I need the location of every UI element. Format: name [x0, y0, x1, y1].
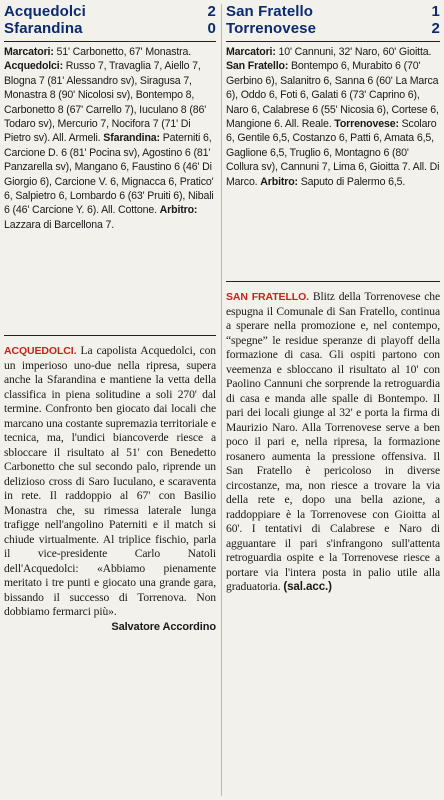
left-away-row — [4, 20, 216, 37]
right-arbitro: Saputo di Palermo 6,5. — [300, 175, 406, 188]
left-marcatori-label: Marcatori: — [4, 46, 54, 58]
right-team2: Scolaro 6, Gentile 6,5, Costanzo 6, Patti 6, Amata 6,5, Gaglione 6,5, Truglio 6, Montagno 6 (80' Collura sv), Cannuni 7, Lima 6, Gioitta 7. All. Di Marco. — [226, 118, 440, 188]
left-home-row — [4, 3, 216, 20]
right-signature: (sal.acc.) — [283, 580, 332, 593]
right-home-team: San Fratello — [226, 3, 314, 20]
left-team2-label: Sfarandina: — [103, 132, 160, 145]
right-tabellino — [226, 45, 440, 277]
column-separator — [221, 4, 222, 796]
left-rule-top — [4, 41, 216, 42]
right-rule-top — [226, 41, 440, 42]
right-article — [226, 290, 440, 595]
left-article-kicker: ACQUEDOLCI. — [4, 345, 77, 357]
right-away-score: 2 — [431, 20, 440, 37]
left-arbitro-label: Arbitro: — [159, 204, 198, 217]
left-tabellino — [4, 45, 216, 331]
right-article-body: Blitz della Torrenovese che espugna il Comunale di San Fratello, continua a sperare nella promozione e, nel contempo, “spegne” le residue speranze di playoff della formazione di casa. Gli ospiti partono con veemenza e sbloccano il risultato al 10' con Paolino Cannuni che sorprende la retroguardia di casa e manda alle spalle di Bontempo. Il pari dei locali giunge al 32' e porta la firma di Maurizio Naro. Alla Torrenovese serve a ben poco il pari e, nella ripresa, la formazione rosanero aumenta la pressione offensiva. Il San Fratello è pericoloso in diverse circostanze, ma, non riesce a trovare la via della rete e, dopo una bella azione, a raddoppiare è la Torrenovese con Gioitta al 60'. I tentativi di Calabrese e Naro di agguantare il pari s'infrangono sull'attenta retroguardia ospite e la Torrenovese riesce a portare via l'intera posta in palio utile alla graduatoria. — [226, 290, 441, 593]
left-signature: Salvatore Accordino — [111, 620, 216, 633]
right-team1: Bontempo 6, Murabito 6 (70' Gerbino 6), Salanitro 6, Sanna 6 (60' La Marca 6), Oddo 6, Foti 6, Galati 6 (73' Caprino 6), Naro 6, Calabrese 6 (55' Nicosia 6), Cortese 6, Mangione 6. All. Reale. — [226, 60, 439, 131]
left-away-score: 0 — [207, 20, 216, 37]
left-away-team: Sfarandina — [4, 20, 83, 37]
left-team2: Paterniti 6, Carcione D. 6 (81' Pocina sv), Agostino 6 (81' Panzarella sv), Mangano 6, Faustino 6 (46' Di Giorgio 6), Carcione V. 6, Mignacca 6, Pratico' 6, Salpietro 6, Lombardo 6 (63' Pruiti 6), Nibali 6 (46' Carcione Y. 6). All. Cottone. — [4, 132, 214, 217]
right-team1-label: San Fratello: — [226, 60, 289, 73]
right-team2-label: Torrenovese: — [334, 118, 399, 131]
right-column — [226, 0, 440, 595]
left-article-body: La capolista Acquedolci, con un imperioso uno-due nella ripresa, supera anche la Sfarandina e mantiene la vetta della classifica in piena solitudine a soli 270' dal termine. Confronto ben giocato dai locali che marcano una costante supremazia territoriale e tecnica, ma, l'undici biancoverde riesce a sbloccare il risultato al 51' con Benedetto Carbonetto che sul secondo palo, riprende un delizioso cross di Saro Iuculano, e scaraventa in rete. Il raddoppio al 67' con Basilio Monastra che, su rimessa laterale lunga trafigge nell'angolino Paterniti e il match si chiude virtualmente. Al triplice fischio, parla il vice-presidente Carlo Natoli dell'Acquedolci: «Abbiamo pienamente meritato i tre punti e giocato una grande gara, bissando il successo di Torrenova. Non dobbiamo fermarci più». — [4, 344, 216, 618]
right-away-row — [226, 20, 440, 37]
right-tabellino-text — [226, 45, 440, 189]
left-team1-label: Acquedolci: — [4, 60, 63, 73]
left-tabellino-text — [4, 45, 216, 232]
right-arbitro-label: Arbitro: — [260, 175, 298, 188]
right-scoreline — [226, 0, 440, 39]
right-home-row — [226, 3, 440, 20]
right-marcatori-label: Marcatori: — [226, 46, 276, 58]
left-article — [4, 344, 216, 634]
right-rule-bottom — [226, 281, 440, 282]
left-column — [4, 0, 216, 634]
left-home-team: Acquedolci — [4, 3, 86, 20]
left-team1: Russo 7, Travaglia 7, Aiello 7, Blogna 7 (81' Alessandro sv), Siragusa 7, Monastra 8 (90' Nicolosi sv), Bontempo 8, Carbonetto 8 (67' Carrello 7), Iuculano 8 (86' Todaro sv), Mercurio 7, Nocifora 7 (71' Di Pietro sv). All. Armeli. — [4, 60, 207, 145]
left-home-score: 2 — [207, 3, 216, 20]
left-marcatori: 51' Carbonetto, 67' Monastra. — [56, 46, 192, 58]
right-marcatori: 10' Cannuni, 32' Naro, 60' Gioitta. — [278, 46, 432, 58]
left-arbitro: Lazzara di Barcellona 7. — [4, 218, 115, 231]
right-home-score: 1 — [431, 3, 440, 20]
left-scoreline — [4, 0, 216, 39]
right-away-team: Torrenovese — [226, 20, 317, 37]
left-rule-bottom — [4, 335, 216, 336]
right-article-kicker: SAN FRATELLO. — [226, 291, 309, 303]
